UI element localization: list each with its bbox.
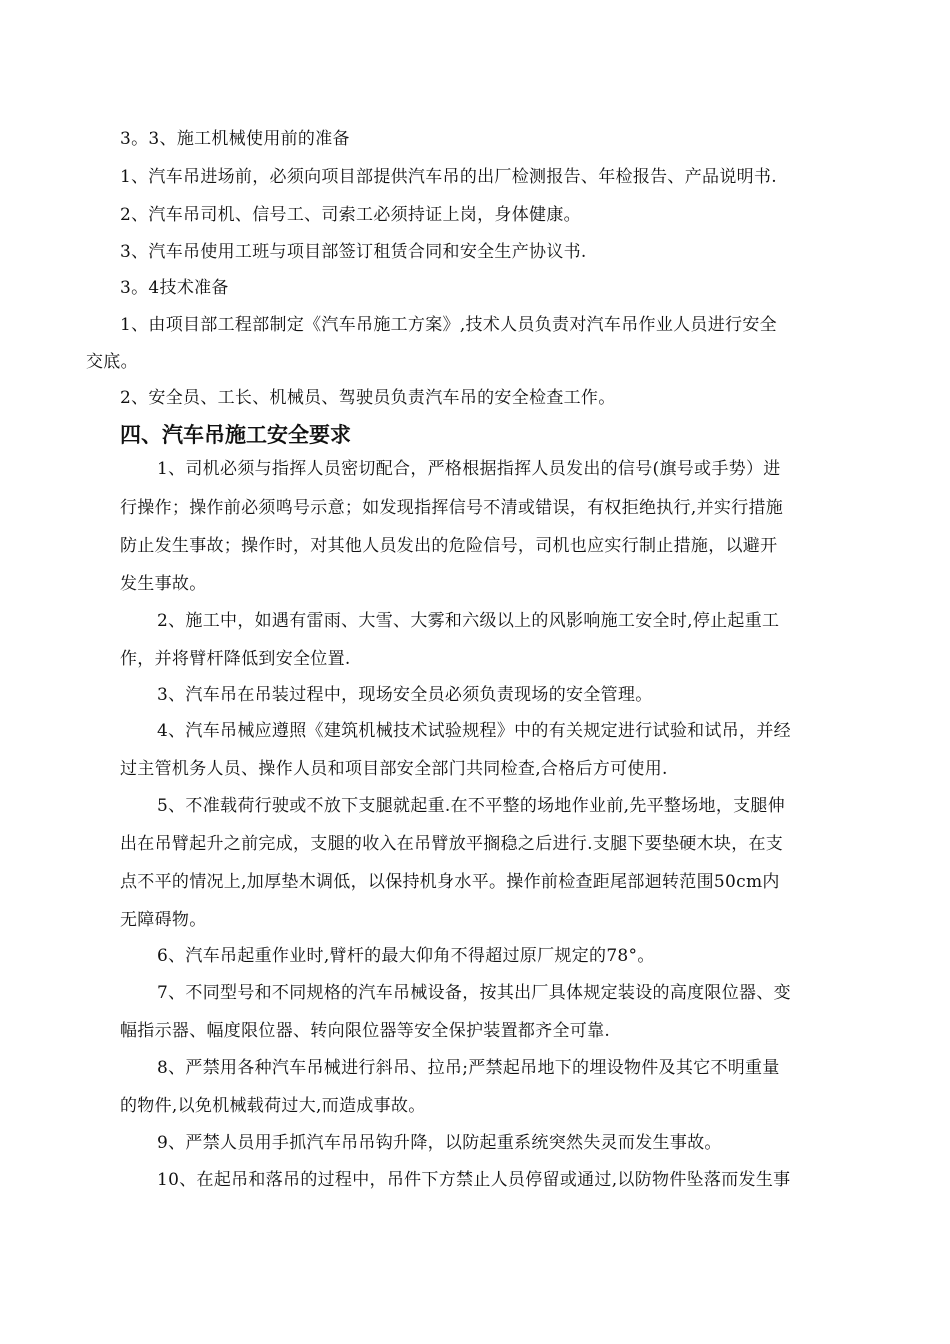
tech-item-1-line-2: 交底。 [86,352,138,372]
body-line: 8、严禁用各种汽车吊械进行斜吊、拉吊;严禁起吊地下的埋设物件及其它不明重量 [157,1058,780,1078]
subsection-heading-3-3: 3。3、施工机械使用前的准备 [120,129,350,149]
body-line: 6、汽车吊起重作业时,臂杆的最大仰角不得超过原厂规定的78°。 [157,946,655,966]
body-line: 9、严禁人员用手抓汽车吊吊钩升降，以防起重系统突然失灵而发生事故。 [157,1133,722,1153]
prep-item-3: 3、汽车吊使用工班与项目部签订租赁合同和安全生产协议书. [120,242,587,262]
body-line: 作，并将臂杆降低到安全位置. [120,649,351,669]
body-line: 过主管机务人员、操作人员和项目部安全部门共同检查,合格后方可使用. [120,759,668,779]
body-line: 出在吊臂起升之前完成，支腿的收入在吊臂放平搁稳之后进行.支腿下要垫硬木块，在支 [120,834,784,854]
body-line: 3、汽车吊在吊装过程中，现场安全员必须负责现场的安全管理。 [157,685,653,705]
prep-item-1: 1、汽车吊进场前，必须向项目部提供汽车吊的出厂检测报告、年检报告、产品说明书. [120,167,777,187]
section-four-title: 四、汽车吊施工安全要求 [120,423,351,447]
body-line: 幅指示器、幅度限位器、转向限位器等安全保护装置都齐全可靠. [120,1021,611,1041]
body-line: 防止发生事故；操作时，对其他人员发出的危险信号，司机也应实行制止措施，以避开 [120,536,778,556]
body-line: 10、在起吊和落吊的过程中，吊件下方禁止人员停留或通过,以防物件坠落而发生事 [157,1170,791,1190]
body-line: 点不平的情况上,加厚垫木调低，以保持机身水平。操作前检查距尾部迴转范围50cm内 [120,872,780,892]
body-line: 1、司机必须与指挥人员密切配合，严格根据指挥人员发出的信号(旗号或手势）进 [157,459,781,479]
body-line: 5、不准载荷行驶或不放下支腿就起重.在不平整的场地作业前,先平整场地，支腿伸 [157,796,786,816]
body-line: 发生事故。 [120,574,207,594]
subsection-heading-3-4: 3。4技术准备 [120,278,229,298]
body-line: 4、汽车吊械应遵照《建筑机械技术试验规程》中的有关规定进行试验和试吊，并经 [157,721,791,741]
body-line: 7、不同型号和不同规格的汽车吊械设备，按其出厂具体规定装设的高度限位器、变 [157,983,791,1003]
prep-item-2: 2、汽车吊司机、信号工、司索工必须持证上岗，身体健康。 [120,205,581,225]
tech-item-2: 2、安全员、工长、机械员、驾驶员负责汽车吊的安全检查工作。 [120,388,616,408]
body-line: 行操作；操作前必须鸣号示意；如发现指挥信号不清或错误，有权拒绝执行,并实行措施 [120,498,784,518]
body-line: 的物件,以免机械载荷过大,而造成事故。 [120,1096,426,1116]
body-line: 2、施工中，如遇有雷雨、大雪、大雾和六级以上的风影响施工安全时,停止起重工 [157,611,780,631]
tech-item-1-line-1: 1、由项目部工程部制定《汽车吊施工方案》,技术人员负责对汽车吊作业人员进行安全 [120,315,777,335]
body-line: 无障碍物。 [120,910,207,930]
